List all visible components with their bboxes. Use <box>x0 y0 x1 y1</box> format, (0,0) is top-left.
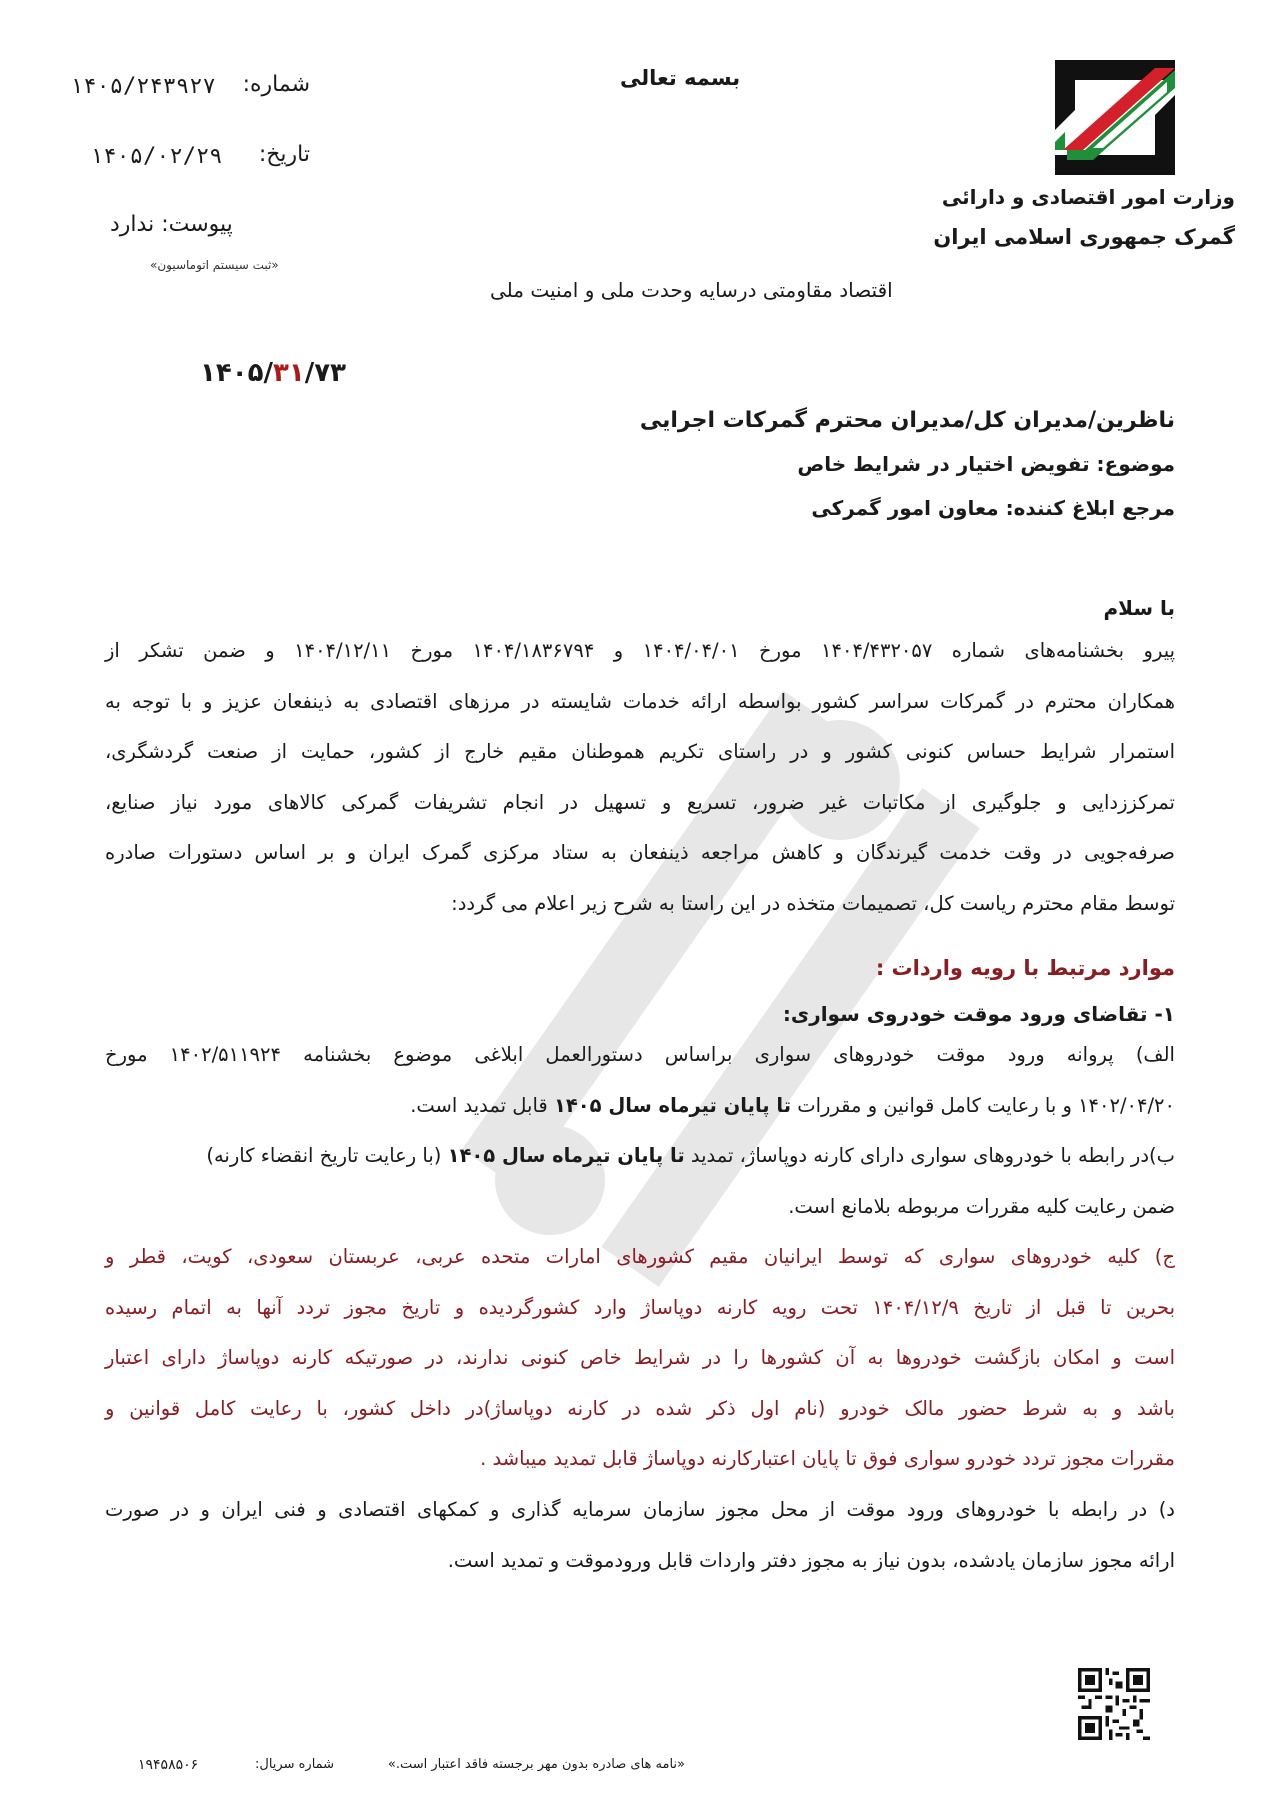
recipients-line: ناظرین/مدیران کل/مدیران محترم گمرکات اجرایی <box>639 408 1175 433</box>
circular-number-part2: ۳۱ <box>272 358 305 388</box>
issuer-line: مرجع ابلاغ کننده: معاون امور گمرکی <box>811 496 1175 520</box>
qr-code-icon <box>1078 1668 1150 1740</box>
item-a-text-end: قابل تمدید است. <box>410 1093 554 1117</box>
item-a-line <box>105 1081 1175 1132</box>
circular-number <box>200 358 346 388</box>
item1-title: ۱- تقاضای ورود موقت خودروی سواری: <box>782 1002 1175 1026</box>
item-b-line <box>105 1131 1175 1182</box>
item-c-line: مقررات مجوز تردد خودرو سواری فوق تا پایان اعتبارکارنه دوپاساژ قابل تمدید میباشد . <box>480 1447 1175 1470</box>
letter-number-row <box>70 72 310 108</box>
ministry-name: وزارت امور اقتصادی و دارائی <box>941 185 1235 209</box>
bismillah-heading: بسمه تعالی <box>620 66 741 90</box>
attachment-line: پیوست: ندارد <box>110 212 233 237</box>
customs-logo-icon <box>1045 50 1185 185</box>
customs-name: گمرک جمهوری اسلامی ایران <box>933 225 1235 249</box>
number-label: شماره: <box>242 72 310 97</box>
greeting: با سلام <box>1103 596 1175 620</box>
intro-line: استمرار شرایط حساس کنونی کشور و در راستای تکریم هموطنان مقیم خارج از کشور، حمایت از صنعت گردشگری، <box>105 740 1175 763</box>
slogan: اقتصاد مقاومتی درسایه وحدت ملی و امنیت ملی <box>490 278 893 302</box>
item-d-paragraph <box>105 1485 1175 1586</box>
item-a-paragraph <box>105 1030 1175 1131</box>
item-b-line: ضمن رعایت کلیه مقررات مربوطه بلامانع است. <box>788 1194 1175 1218</box>
date-value: ۱۴۰۵/۰۲/۲۹ <box>90 144 223 169</box>
item-b-text-end: (با رعایت تاریخ انقضاء کارنه) <box>206 1144 448 1167</box>
letter-date-row <box>70 142 310 178</box>
date-label: تاریخ: <box>258 142 310 167</box>
serial-value: ۱۹۴۵۸۵۰۶ <box>138 1757 199 1773</box>
item-c-line: است و امکان بازگشت خودروها به آن کشورها را در شرایط خاص کنونی ندارند، در صورتیکه کارنه دوپاساژ دارای اعتبار <box>105 1346 1175 1369</box>
item-d-line: ارائه مجوز سازمان یادشده، بدون نیاز به مجوز دفتر واردات قابل ورودموقت و تمدید است. <box>447 1548 1175 1572</box>
item-a-text: ۱۴۰۲/۰۴/۲۰ و با رعایت کامل قوانین و مقررات <box>791 1093 1175 1117</box>
item-b-paragraph <box>105 1131 1175 1232</box>
subject-line: موضوع: تفویض اختیار در شرایط خاص <box>797 452 1175 476</box>
circular-number-part3: /۷۳ <box>304 358 346 388</box>
intro-line: صرفه‌جویی در وقت خدمت گیرندگان و کاهش مراجعه ذینفعان به ستاد مرکزی گمرک ایران و بر اساس دستورات صادره <box>105 841 1175 864</box>
item-c-line: ج) کلیه خودروهای سواری که توسط ایرانیان مقیم کشورهای امارات متحده عربی، عربستان سعودی، کویت، قطر و <box>105 1245 1175 1268</box>
serial-label: شماره سریال: <box>255 1757 335 1772</box>
circular-number-part1: ۱۴۰۵/ <box>200 358 273 388</box>
stamp-validity-note: «نامه های صادره بدون مهر برجسته فاقد اعتبار است.» <box>387 1757 685 1772</box>
intro-line: تمرکززدایی و جلوگیری از مکاتبات غیر ضرور، تسریع و تسهیل در انجام تشریفات گمرکی کالاهای مورد نیاز صنایع، <box>105 790 1175 814</box>
item-c-line: باشد و به شرط حضور مالک خودرو (نام اول ذکر شده در کارنه دوپاساژ)در داخل کشور، با رعایت کامل قوانین و <box>105 1396 1175 1420</box>
item-b-deadline: تا پایان تیرماه سال ۱۴۰۵ <box>447 1144 685 1167</box>
item-c-line: بحرین تا قبل از تاریخ ۱۴۰۴/۱۲/۹ تحت رویه کارنه دوپاساژ وارد کشورگردیده و تاریخ مجوز تردد آنها به اتمام رسیده <box>105 1295 1176 1319</box>
number-value: ۱۴۰۵/۲۴۳۹۲۷ <box>70 74 216 99</box>
item-d-line: د) در رابطه با خودروهای ورود موقت از محل مجوز سازمان سرمایه گذاری و کمکهای اقتصادی و فنی ایران و در صورت <box>105 1498 1175 1521</box>
intro-paragraph <box>105 626 1175 929</box>
item-a-line: الف) پروانه ورود موقت خودروهای سواری براساس دستورالعمل ابلاغی موضوع بخشنامه ۱۴۰۲/۵۱۱۹۲۴ مورخ <box>105 1043 1175 1066</box>
automation-note: «ثبت سیستم اتوماسیون» <box>150 258 279 272</box>
item-b-text: ب)در رابطه با خودروهای سواری دارای کارنه دوپاساژ، تمدید <box>684 1144 1175 1167</box>
item-a-deadline: تا پایان تیرماه سال ۱۴۰۵ <box>553 1093 792 1117</box>
intro-line: پیرو بخشنامه‌های شماره ۱۴۰۴/۴۳۲۰۵۷ مورخ ۱۴۰۴/۰۴/۰۱ و ۱۴۰۴/۱۸۳۶۷۹۴ مورخ ۱۴۰۴/۱۲/۱۱ و ضمن تشکر از <box>105 639 1176 662</box>
intro-line: همکاران محترم در گمرکات سراسر کشور بواسطه ارائه خدمات شایسته در مرزهای اقتصادی به ذینفعان عزیز و با توجه به <box>105 689 1175 713</box>
intro-line: توسط مقام محترم ریاست کل، تصمیمات متخذه در این راستا به شرح زیر اعلام می گردد: <box>451 891 1175 915</box>
section-title: موارد مرتبط با رویه واردات : <box>875 956 1175 980</box>
item-c-paragraph <box>105 1232 1175 1485</box>
